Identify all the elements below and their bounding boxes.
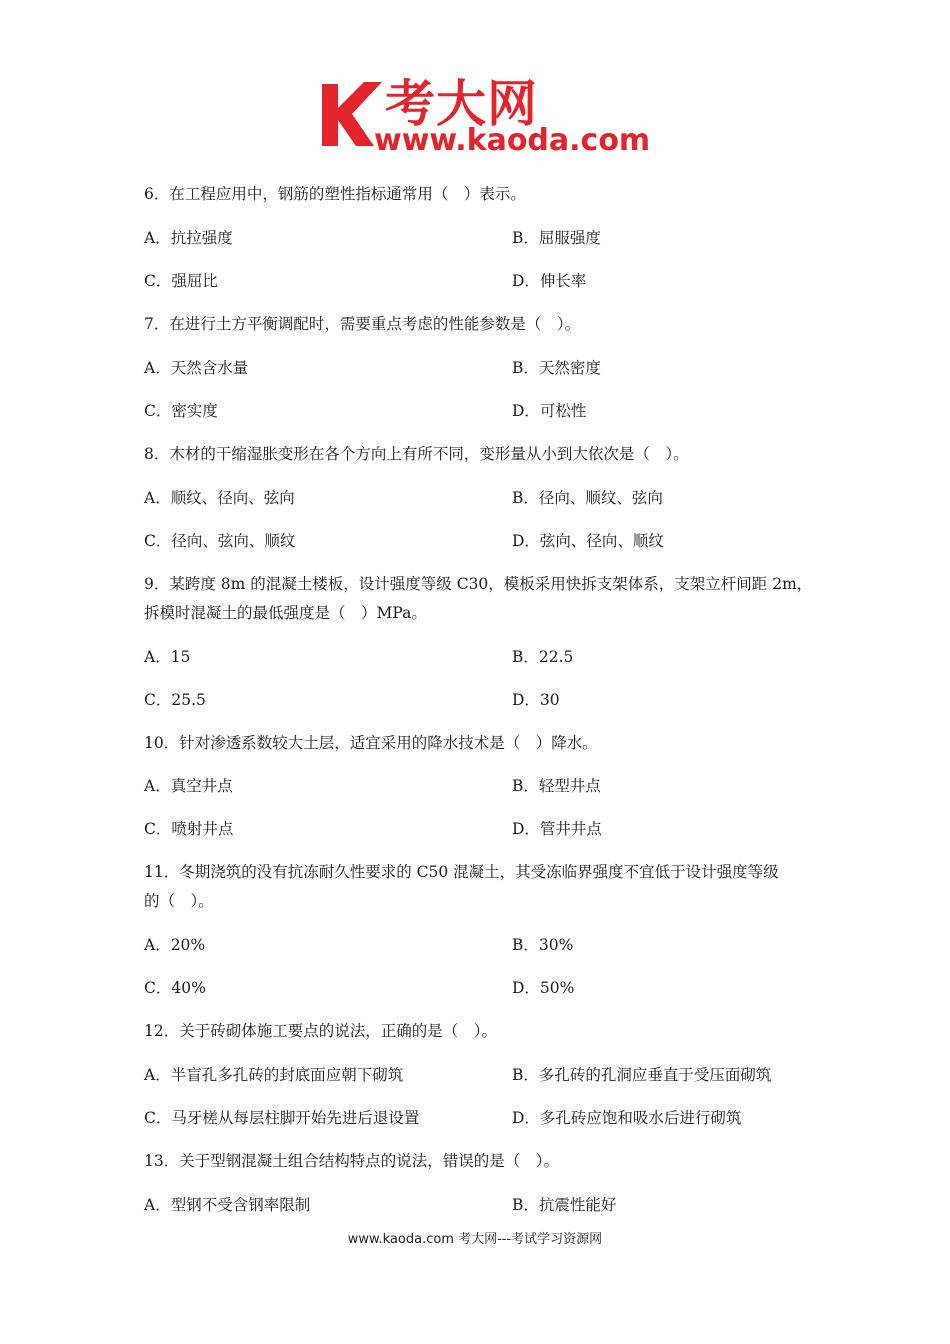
question-12-option-d: D．多孔砖应饱和吸水后进行砌筑 (512, 1109, 742, 1127)
kaoda-logo (316, 75, 651, 164)
question-6-stem: 6．在工程应用中，钢筋的塑性指标通常用（ ）表示。 (144, 185, 526, 203)
question-9-option-b: B．22.5 (512, 648, 574, 666)
question-13-option-b: B．抗震性能好 (512, 1196, 617, 1214)
logo-url-text: www.kaoda.com (374, 123, 651, 158)
question-8-option-a: A．顺纹、径向、弦向 (144, 489, 295, 507)
question-6-option-c: C．强屈比 (144, 272, 218, 290)
logo-brand-text: 考大网 (385, 75, 538, 133)
question-11-stem-line1: 11．冬期浇筑的没有抗冻耐久性要求的 C50 混凝土，其受冻临界强度不宜低于设计强度等级 (144, 863, 779, 881)
question-9-option-d: D．30 (512, 691, 560, 709)
question-7-option-d: D．可松性 (512, 402, 587, 420)
question-7-option-b: B．天然密度 (512, 359, 601, 377)
question-7-option-c: C．密实度 (144, 402, 218, 420)
question-10-option-d: D．管井井点 (512, 820, 602, 838)
question-12-option-b: B．多孔砖的孔洞应垂直于受压面砌筑 (512, 1066, 772, 1084)
question-8-option-d: D．弦向、径向、顺纹 (512, 532, 664, 550)
question-11-stem-line2: 的（ ）。 (144, 892, 214, 910)
question-6-option-b: B．屈服强度 (512, 229, 601, 247)
question-9-stem-line1: 9．某跨度 8m 的混凝土楼板，设计强度等级 C30，模板采用快拆支架体系，支架立杆间距 2m， (144, 575, 813, 593)
question-13-stem: 13．关于型钢混凝土组合结构特点的说法，错误的是（ ）。 (144, 1152, 559, 1170)
question-12-option-a: A．半盲孔多孔砖的封底面应朝下砌筑 (144, 1066, 404, 1084)
question-9-stem-line2: 拆模时混凝土的最低强度是（ ）MPa。 (144, 604, 427, 622)
question-6-option-d: D．伸长率 (512, 272, 587, 290)
question-12-stem: 12．关于砖砌体施工要点的说法，正确的是（ ）。 (144, 1022, 497, 1040)
question-11-option-b: B．30% (512, 936, 574, 954)
question-8-stem: 8．木材的干缩湿胀变形在各个方向上有所不同，变形量从小到大依次是（ ）。 (144, 445, 689, 463)
question-9-option-a: A．15 (144, 648, 191, 666)
question-10-option-a: A．真空井点 (144, 777, 233, 795)
question-11-option-a: A．20% (144, 936, 206, 954)
question-8-option-c: C．径向、弦向、顺纹 (144, 532, 296, 550)
question-10-option-c: C．喷射井点 (144, 820, 234, 838)
question-10-stem: 10．针对渗透系数较大土层，适宜采用的降水技术是（ ）降水。 (144, 734, 598, 752)
question-6-option-a: A．抗拉强度 (144, 229, 233, 247)
page-footer: www.kaoda.com 考大网---考试学习资源网 (347, 1232, 603, 1247)
question-7-stem: 7．在进行土方平衡调配时，需要重点考虑的性能参数是（ ）。 (144, 315, 581, 333)
question-13-option-a: A．型钢不受含钢率限制 (144, 1196, 311, 1214)
question-12-option-c: C．马牙槎从每层柱脚开始先进后退设置 (144, 1109, 420, 1127)
question-10-option-b: B．轻型井点 (512, 777, 601, 795)
question-11-option-d: D．50% (512, 979, 575, 997)
question-9-option-c: C．25.5 (144, 691, 206, 709)
question-7-option-a: A．天然含水量 (144, 359, 249, 377)
question-11-option-c: C．40% (144, 979, 206, 997)
question-8-option-b: B．径向、顺纹、弦向 (512, 489, 663, 507)
